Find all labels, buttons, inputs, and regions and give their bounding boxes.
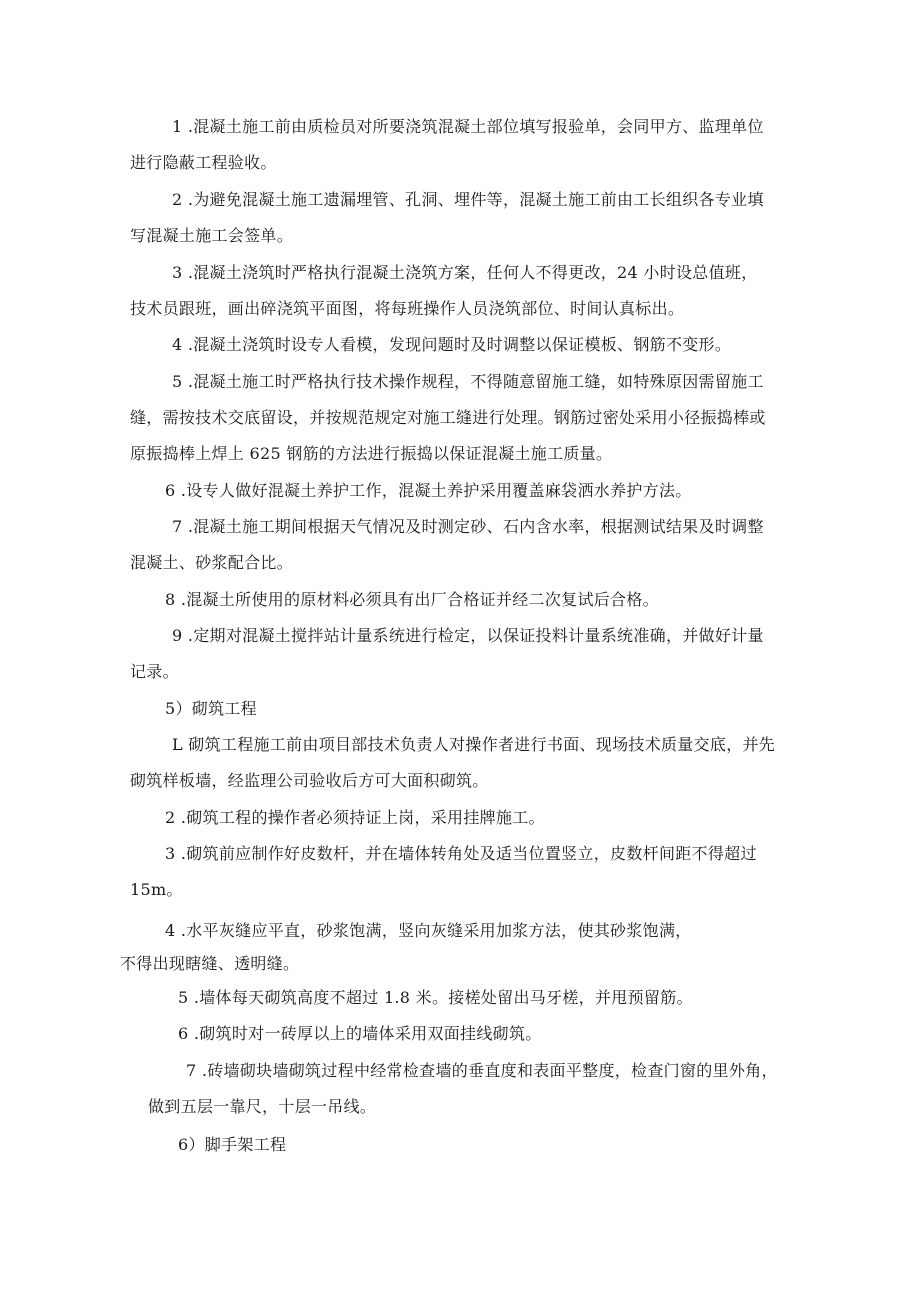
concrete-item-5-line-1: 5 .混凝土施工时严格执行技术操作规程，不得随意留施工缝，如特殊原因需留施工 <box>172 372 764 391</box>
masonry-item-7-line-1: 7 .砖墙砌块墙砌筑过程中经常检查墙的垂直度和表面平整度，检查门窗的里外角， <box>186 1061 778 1080</box>
masonry-item-6-line-1: 6 .砌筑时对一砖厚以上的墙体采用双面挂线砌筑。 <box>178 1024 542 1043</box>
masonry-item-1-line-2: 砌筑样板墙，经监理公司验收后方可大面积砌筑。 <box>130 771 489 790</box>
concrete-item-1-line-1: 1 .混凝土施工前由质检员对所要浇筑混凝土部位填写报验单，会同甲方、监理单位 <box>172 117 764 136</box>
concrete-item-7-line-1: 7 .混凝土施工期间根据天气情况及时测定砂、石内含水率，根据测试结果及时调整 <box>172 517 764 536</box>
masonry-item-3-line-1: 3 .砌筑前应制作好皮数杆，并在墙体转角处及适当位置竖立，皮数杆间距不得超过 <box>165 844 757 863</box>
concrete-item-7-line-2: 混凝土、砂浆配合比。 <box>130 553 294 572</box>
concrete-item-5-line-2: 缝，需按技术交底留设，并按规范规定对施工缝进行处理。钢筋过密处采用小径振捣棒或 <box>130 408 766 427</box>
section-heading-masonry: 5）砌筑工程 <box>165 699 257 718</box>
concrete-item-1-line-2: 进行隐蔽工程验收。 <box>130 153 277 172</box>
masonry-item-2-line-1: 2 .砌筑工程的操作者必须持证上岗，采用挂牌施工。 <box>165 808 545 827</box>
concrete-item-3-line-1: 3 .混凝土浇筑时严格执行混凝土浇筑方案，任何人不得更改，24 小时设总值班， <box>172 263 758 282</box>
masonry-item-5-line-1: 5 .墙体每天砌筑高度不超过 1.8 米。接槎处留出马牙槎，并甩预留筋。 <box>178 988 693 1007</box>
concrete-item-6-line-1: 6 .设专人做好混凝土养护工作，混凝土养护采用覆盖麻袋洒水养护方法。 <box>165 481 692 500</box>
masonry-item-7-line-2: 做到五层一靠尺，十层一吊线。 <box>148 1097 377 1116</box>
section-heading-scaffolding: 6）脚手架工程 <box>178 1135 287 1154</box>
concrete-item-9-line-2: 记录。 <box>130 662 179 681</box>
concrete-item-5-line-3: 原振捣棒上焊上 625 钢筋的方法进行振捣以保证混凝土施工质量。 <box>130 444 613 463</box>
concrete-item-8-line-1: 8 .混凝土所使用的原材料必须具有出厂合格证并经二次复试后合格。 <box>165 590 659 609</box>
concrete-item-3-line-2: 技术员跟班，画出碎浇筑平面图，将每班操作人员浇筑部位、时间认真标出。 <box>130 299 685 318</box>
masonry-item-3-line-2: 15m。 <box>130 880 183 899</box>
concrete-item-2-line-1: 2 .为避免混凝土施工遗漏埋管、孔洞、埋件等，混凝土施工前由工长组织各专业填 <box>172 190 764 209</box>
concrete-item-4-line-1: 4 .混凝土浇筑时设专人看模，发现问题时及时调整以保证模板、钢筋不变形。 <box>172 335 732 354</box>
concrete-item-9-line-1: 9 .定期对混凝土搅拌站计量系统进行检定，以保证投料计量系统准确，并做好计量 <box>172 626 764 645</box>
masonry-item-4-line-2: 不得出现瞎缝、透明缝。 <box>120 954 300 973</box>
concrete-item-2-line-2: 写混凝土施工会签单。 <box>130 226 294 245</box>
masonry-item-4-line-1: 4 .水平灰缝应平直，砂浆饱满，竖向灰缝采用加浆方法，使其砂浆饱满， <box>165 921 692 940</box>
masonry-item-1-line-1: L 砌筑工程施工前由项目部技术负责人对操作者进行书面、现场技术质量交底，并先 <box>172 735 776 754</box>
